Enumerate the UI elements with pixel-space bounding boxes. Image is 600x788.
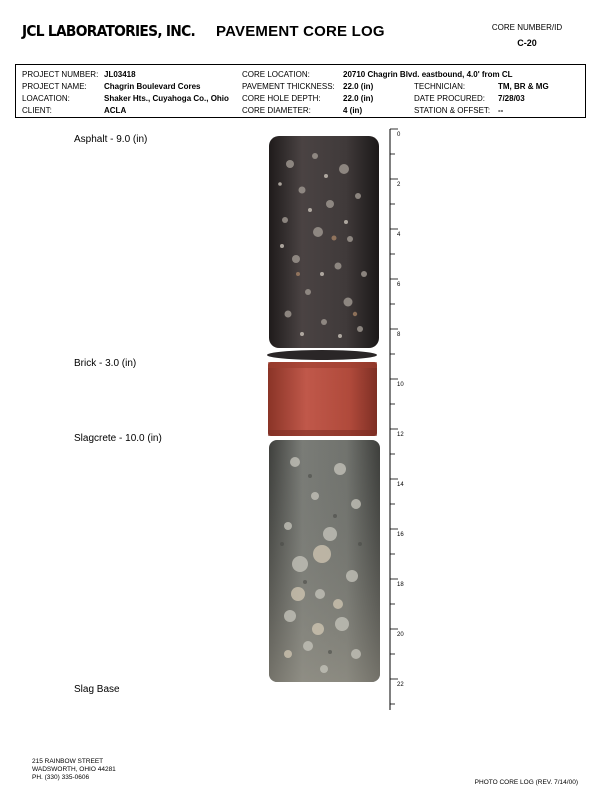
- depth-tick-label: 22: [397, 682, 404, 688]
- depth-tick-label: 4: [397, 232, 401, 238]
- asphalt-core-segment: [269, 136, 379, 348]
- brick-core-segment: [268, 362, 377, 436]
- project-info-box: [15, 64, 586, 118]
- phone-number: PH. (330) 335-0606: [32, 774, 90, 781]
- core-hole-depth-label: CORE HOLE DEPTH:: [242, 94, 321, 103]
- depth-tick-label: 18: [397, 582, 404, 588]
- date-procured-label: DATE PROCURED:: [414, 94, 485, 103]
- location-label: LOACATION:: [22, 94, 70, 103]
- depth-tick-label: 8: [397, 332, 401, 338]
- core-sample-photo: [260, 124, 386, 690]
- core-id-label: CORE NUMBER/ID: [491, 23, 563, 32]
- project-name-value: Chagrin Boulevard Cores: [104, 82, 201, 91]
- slagcrete-core-segment: [269, 440, 380, 682]
- address-line-1: 215 RAINBOW STREET: [32, 758, 104, 765]
- location-value: Shaker Hts., Cuyahoga Co., Ohio: [104, 94, 229, 103]
- page-title: PAVEMENT CORE LOG: [216, 23, 385, 40]
- depth-tick-label: 16: [397, 532, 404, 538]
- depth-tick-label: 2: [397, 182, 401, 188]
- core-diameter-value: 4 (in): [343, 106, 363, 115]
- technician-label: TECHNICIAN:: [414, 82, 466, 91]
- station-offset-label: STATION & OFFSET:: [414, 106, 491, 115]
- depth-scale-labels: [397, 132, 404, 688]
- project-name-label: PROJECT NAME:: [22, 82, 87, 91]
- depth-scale-ticks: [390, 129, 398, 704]
- station-offset-value: --: [498, 106, 504, 115]
- company-logo: JCL LABORATORIES, INC.: [22, 22, 196, 40]
- depth-tick-label: 0: [397, 132, 401, 138]
- layer-label-brick: Brick - 3.0 (in): [74, 358, 137, 369]
- form-revision: PHOTO CORE LOG (REV. 7/14/00): [474, 779, 578, 786]
- layer-label-asphalt: Asphalt - 9.0 (in): [74, 134, 148, 145]
- core-hole-depth-value: 22.0 (in): [343, 94, 374, 103]
- client-value: ACLA: [104, 106, 127, 115]
- core-location-value: 20710 Chagrin Blvd. eastbound, 4.0' from CL: [343, 70, 513, 79]
- company-address: [32, 758, 116, 782]
- date-procured-value: 7/28/03: [498, 94, 525, 103]
- depth-tick-label: 14: [397, 482, 404, 488]
- core-location-label: CORE LOCATION:: [242, 70, 310, 79]
- depth-tick-label: 12: [397, 432, 404, 438]
- pavement-thickness-label: PAVEMENT THICKNESS:: [242, 82, 335, 91]
- address-line-2: WADSWORTH, OHIO 44281: [32, 766, 116, 773]
- layer-label-slag-base: Slag Base: [74, 684, 120, 695]
- layer-label-slagcrete: Slagcrete - 10.0 (in): [74, 433, 162, 444]
- client-label: CLIENT:: [22, 106, 52, 115]
- bond-layer: [267, 350, 377, 360]
- depth-scale: [380, 124, 420, 716]
- technician-value: TM, BR & MG: [498, 82, 549, 91]
- project-number-value: JL03418: [104, 70, 136, 79]
- pavement-thickness-value: 22.0 (in): [343, 82, 374, 91]
- depth-tick-label: 10: [397, 382, 404, 388]
- depth-tick-label: 6: [397, 282, 401, 288]
- depth-tick-label: 20: [397, 632, 404, 638]
- core-diameter-label: CORE DIAMETER:: [242, 106, 311, 115]
- project-number-label: PROJECT NUMBER:: [22, 70, 99, 79]
- core-id-value: C-20: [517, 38, 537, 48]
